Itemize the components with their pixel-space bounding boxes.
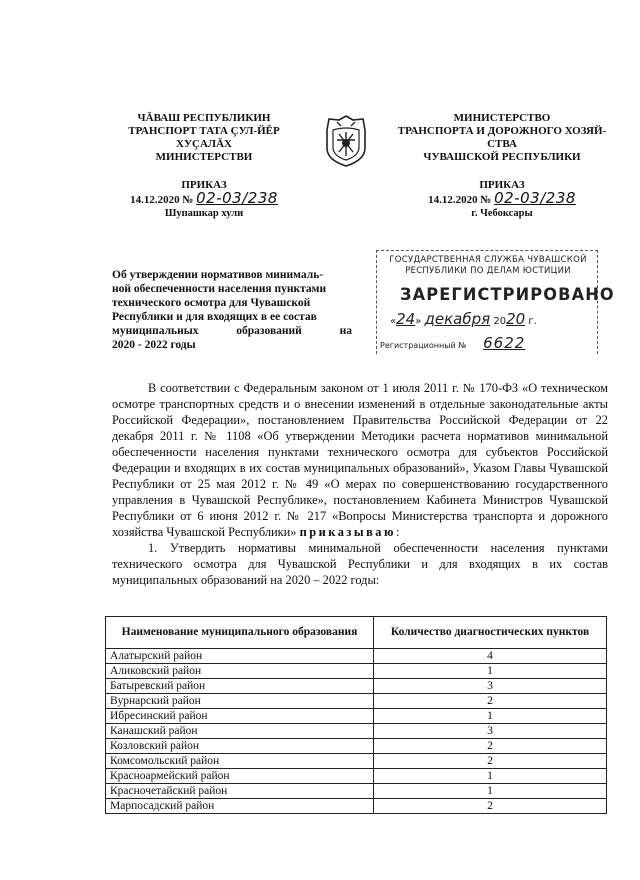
count-cell: 3 (374, 724, 607, 739)
order-number-handwritten: 02-03/238 (196, 189, 278, 207)
table-row (106, 709, 607, 724)
registration-stamp (376, 250, 615, 354)
order-number-handwritten: 02-03/238 (494, 189, 576, 207)
municipality-cell: Красночетайский район (106, 784, 374, 799)
ministry-name-line: СТВА (487, 138, 517, 150)
title-line: ной обеспеченности населения пунктами (112, 283, 327, 295)
table-row (106, 739, 607, 754)
stamp-registered: ЗАРЕГИСТРИРОВАНО (400, 285, 615, 305)
place: г. Чебоксары (471, 208, 533, 219)
preamble-paragraph (112, 380, 608, 540)
count-cell: 1 (374, 664, 607, 679)
stamp-day: 24 (396, 310, 416, 328)
column-header-count: Количество диагностических пунктов (374, 617, 607, 649)
table-row (106, 664, 607, 679)
municipality-cell: Ибресинский район (106, 709, 374, 724)
municipality-cell: Козловский район (106, 739, 374, 754)
municipality-cell: Вурнарский район (106, 694, 374, 709)
order-colon: : (395, 525, 400, 539)
title-line: муниципальных образований на (112, 325, 352, 337)
preamble-text: В соответствии с Федеральным законом от 1 июля 2011 г. № 170-ФЗ «О техническом осмотре транспортных средств и о внесении изменений в отдельные законодательные акты Российской Федерации», постановлением Правительства Российской Федерации от 22 декабря 2011 г. № 1108 «Об утверждении Методики расчета нормативов минимальной обеспеченности населения пунктами технического осмотра для субъектов Российской Федерации и входящих в их состав муниципальных образований», Указом Главы Чувашской Республики от 25 мая 2012 г. № 49 «О мерах по совершенствованию государственного управления в Чувашской Республике», постановлением Кабинета Министров Чувашской Республики от 6 июня 2012 г. № 217 «Вопросы Министерства транспорта и дорожного хозяйства Чувашской Республики» (112, 381, 608, 539)
count-cell: 2 (374, 694, 607, 709)
table-row (106, 799, 607, 814)
municipality-cell: Алатырский район (106, 649, 374, 664)
stamp-year-suffix: 20 (506, 310, 526, 328)
count-cell: 1 (374, 769, 607, 784)
ministry-name-chuvash-line: ТРАНСПОРТ ТАТА ÇУЛ-ЙĔР (128, 125, 280, 137)
header-left (98, 112, 310, 220)
document-title (112, 268, 352, 352)
order-date-chuvash: 14.12.2020 № (130, 194, 194, 206)
table-row (106, 649, 607, 664)
order-date: 14.12.2020 № (428, 194, 492, 206)
table-row (106, 694, 607, 709)
municipality-cell: Батыревский район (106, 679, 374, 694)
order-verb: приказываю (299, 525, 396, 539)
title-line: технического осмотра для Чувашской (112, 297, 311, 309)
title-line: 2020 - 2022 годы (112, 339, 196, 351)
stamp-agency-line: РЕСПУБЛИКИ ПО ДЕЛАМ ЮСТИЦИИ (405, 266, 571, 276)
stamp-year-prefix: 20 (493, 316, 507, 327)
stamp-date: «24» декабря 2020 г. (390, 310, 537, 328)
title-line: Об утверждении нормативов минималь- (112, 269, 324, 281)
stamp-month: декабря (424, 310, 491, 328)
municipality-cell: Аликовский район (106, 664, 374, 679)
table-row (106, 769, 607, 784)
count-cell: 3 (374, 679, 607, 694)
place-chuvash: Шупашкар хули (164, 208, 244, 219)
ministry-name-chuvash-line: МИНИСТЕРСТВИ (155, 151, 253, 163)
column-header-municipality: Наименование муниципального образования (106, 617, 374, 649)
table-row (106, 724, 607, 739)
header-right (388, 112, 616, 220)
order-word: ПРИКАЗ (479, 179, 525, 191)
table-row (106, 784, 607, 799)
clause-1: 1. Утвердить нормативы минимальной обеспеченности населения пунктами технического осмотра для Чувашской Республики и для входящих в их состав муниципальных образований на 2020 – 2022 годы: (112, 541, 608, 587)
count-cell: 1 (374, 709, 607, 724)
municipality-cell: Красноармейский район (106, 769, 374, 784)
ministry-name-chuvash-line: ЧĂВАШ РЕСПУБЛИКИН (137, 112, 271, 124)
document-body (112, 380, 608, 588)
count-cell: 2 (374, 739, 607, 754)
title-line: Республики и для входящих в ее состав (112, 311, 317, 323)
count-cell: 2 (374, 799, 607, 814)
order-date-number (388, 189, 616, 207)
municipality-cell: Канашский район (106, 724, 374, 739)
ministry-name-line: МИНИСТЕРСТВО (453, 112, 551, 124)
ministry-name-line: ЧУВАШСКОЙ РЕСПУБЛИКИ (423, 151, 581, 163)
chuvash-coat-of-arms-icon (323, 114, 369, 168)
count-cell: 1 (374, 784, 607, 799)
stamp-reg-label: Регистрационный № (380, 341, 467, 350)
table-row (106, 679, 607, 694)
stamp-year-unit: г. (528, 316, 537, 327)
ministry-name-line: ТРАНСПОРТА И ДОРОЖНОГО ХОЗЯЙ- (397, 125, 607, 137)
stamp-reg-number: 6622 (483, 334, 526, 352)
order-word-chuvash: ПРИКАЗ (181, 179, 227, 191)
count-cell: 4 (374, 649, 607, 664)
order-date-number-chuvash (98, 189, 310, 207)
stamp-agency-line: ГОСУДАРСТВЕННАЯ СЛУЖБА ЧУВАШСКОЙ (389, 255, 587, 265)
table-row (106, 754, 607, 769)
municipality-cell: Марпосадский район (106, 799, 374, 814)
table-header-row (106, 617, 607, 649)
count-cell: 2 (374, 754, 607, 769)
municipality-cell: Комсомольский район (106, 754, 374, 769)
ministry-name-chuvash-line: ХУÇАЛĂХ (176, 138, 232, 150)
norms-table (105, 616, 607, 814)
stamp-registration (380, 334, 594, 352)
